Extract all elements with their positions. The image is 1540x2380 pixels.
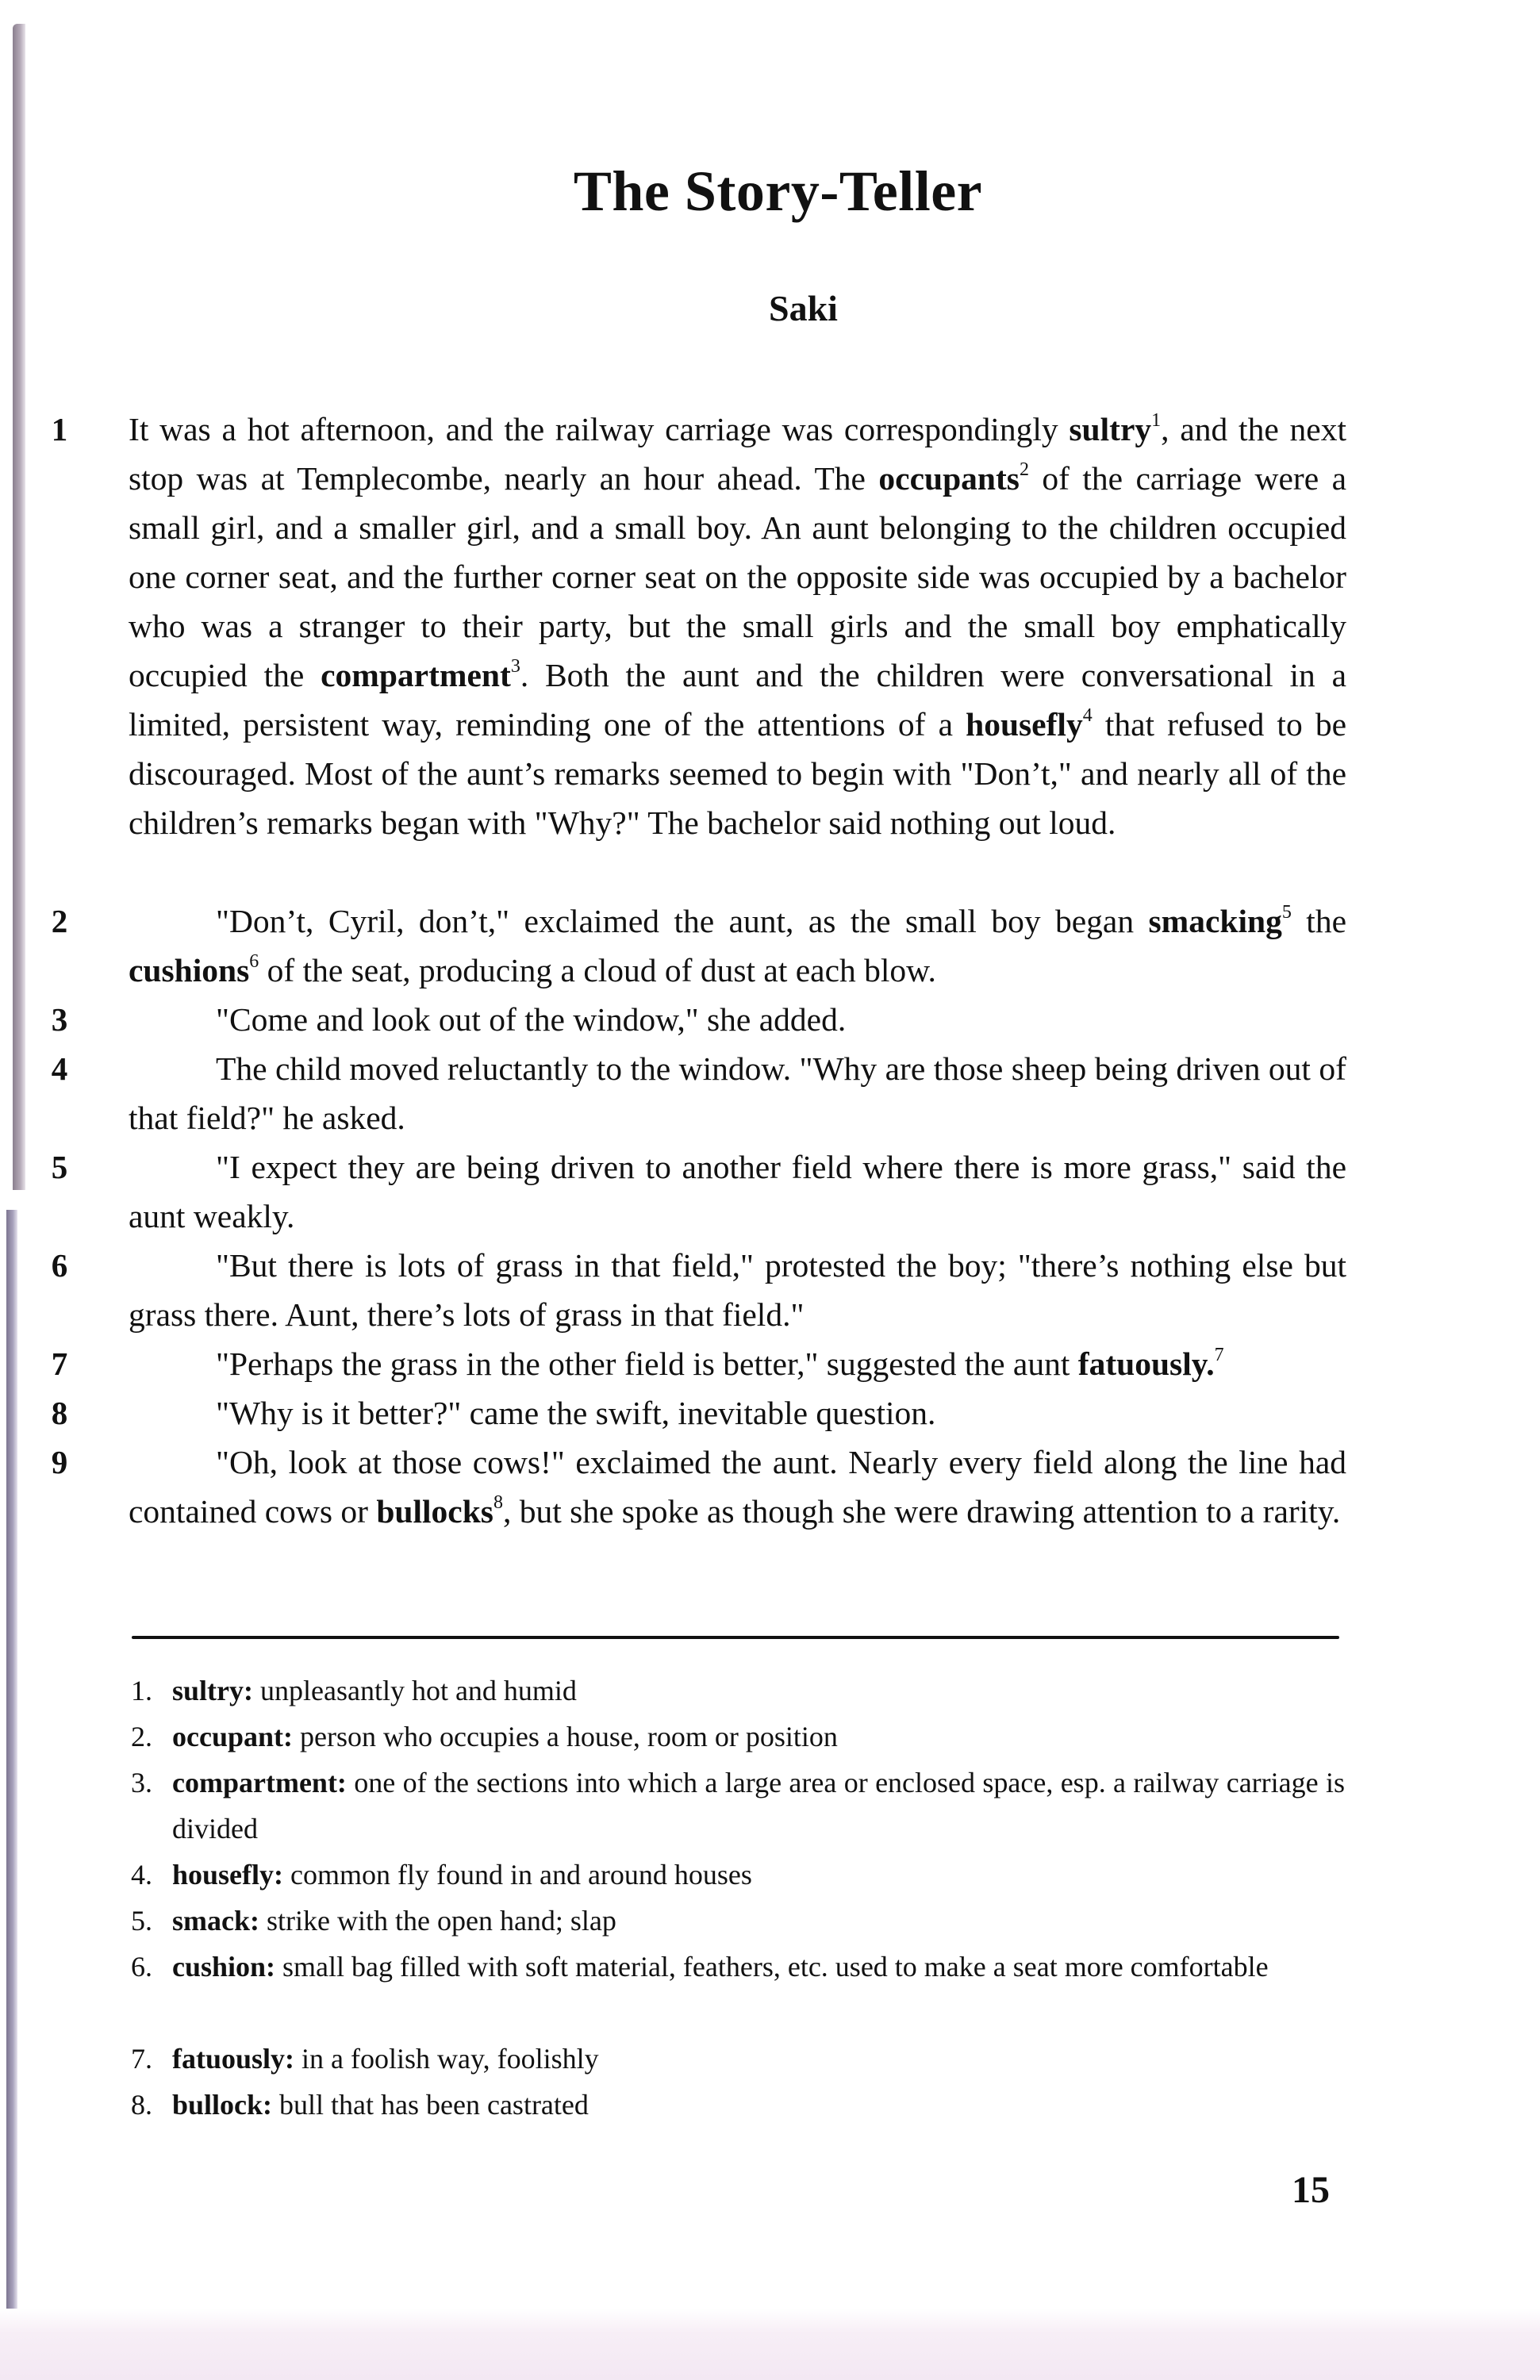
footnote-item [131,2036,1345,2082]
glossary-term: compartment [321,657,511,693]
page-title: The Story-Teller [573,159,983,223]
page-number: 15 [1292,2169,1330,2211]
story-paragraph [129,896,1346,995]
footnote-term: fatuously: [172,2043,295,2075]
paragraph-number: 5 [51,1149,68,1185]
paragraph-text: that refused to be discouraged. Most of the aunt’s remarks seemed to begin with "Don’t," and nearly all of the children’s remarks began with "Why?" The bachelor said nothing out loud. [129,706,1347,841]
story-paragraph [129,1241,1346,1339]
glossary-term: bullocks [376,1493,493,1530]
footnote-reference: 8 [493,1492,503,1513]
paragraph-text: "Don’t, Cyril, don’t," exclaimed the aunt, as the small boy began [216,903,1149,939]
footnote-definition: bull that has been castrated [272,2089,589,2121]
footnote-item [131,2082,1345,2128]
story-paragraph [129,995,1346,1044]
glossary-term: housefly [966,706,1083,743]
footnote-term: housefly: [172,1859,284,1891]
story-paragraph [129,1044,1346,1142]
footnote-item [131,1714,1345,1760]
author-name: Saki [769,288,838,328]
footnote-item [131,1898,1345,1944]
footnote-term: sultry: [172,1675,253,1706]
paragraph-number: 2 [51,903,68,939]
story-paragraph [129,405,1346,847]
footnote-number: 4. [131,1859,152,1891]
story-paragraph [129,1142,1346,1241]
footnote-term: compartment: [172,1767,347,1798]
paragraph-text: "I expect they are being driven to another field where there is more grass," said the aunt weakly. [129,1149,1346,1234]
glossary-term: cushions [129,952,250,988]
paragraph-text: of the carriage were a small girl, and a smaller girl, and a small boy. An aunt belonging to the children occupied one corner seat, and the further corner seat on the opposite side was occupied by a bachelor who was a stranger to their party, but the small girls and the small boy emphatically occupied the [129,460,1346,693]
footnote-divider [132,1636,1339,1639]
footnote-reference: 3 [510,656,520,677]
footnote-reference: 2 [1019,459,1029,480]
paragraph-number: 3 [51,1001,68,1038]
paragraph-text: The child moved reluctantly to the window. "Why are those sheep being driven out of that field?" he asked. [129,1050,1346,1136]
footnote-number: 6. [131,1951,152,1983]
footnote-number: 7. [131,2043,152,2075]
paragraph-text: It was a hot afternoon, and the railway carriage was correspondingly [129,411,1070,447]
page-bottom-shadow [0,2309,1540,2380]
paragraph-text: "But there is lots of grass in that field," protested the boy; "there’s nothing else but grass there. Aunt, there’s lots of grass in that field." [129,1247,1346,1333]
story-paragraph [129,1339,1346,1388]
footnote-reference: 7 [1214,1345,1224,1365]
footnote-reference: 5 [1281,902,1292,923]
paragraph-number: 9 [51,1444,68,1480]
page-binding-shadow-lower [6,1210,17,2380]
footnote-definition: common fly found in and around houses [283,1859,752,1891]
glossary-term: fatuously. [1077,1345,1215,1382]
footnote-term: occupant: [172,1721,293,1752]
paragraph-text: "Perhaps the grass in the other field is better," suggested the aunt [216,1345,1078,1382]
paragraph-text: "Why is it better?" came the swift, inevitable question. [216,1395,936,1431]
footnote-definition: in a foolish way, foolishly [294,2043,599,2075]
paragraph-text: of the seat, producing a cloud of dust at each blow. [259,952,936,988]
footnote-term: bullock: [172,2089,273,2121]
footnote-definition: strike with the open hand; slap [259,1905,616,1937]
footnote-reference: 1 [1151,410,1162,431]
paragraph-text: , and the next stop was at Templecombe, nearly an hour ahead. The [129,411,1346,497]
paragraph-text: . Both the aunt and the children were conversational in a limited, persistent way, reminding one of the attentions of a [129,657,1346,743]
footnote-number: 5. [131,1905,152,1937]
story-paragraph [129,1388,1346,1438]
footnote-number: 1. [131,1675,152,1706]
footnote-item [131,1944,1345,1990]
paragraph-number: 4 [51,1050,68,1087]
paragraph-number: 8 [51,1395,68,1431]
footnote-definition: one of the sections into which a large area or enclosed space, esp. a railway carriage is divided [172,1767,1345,1844]
story-paragraph [129,1438,1346,1536]
footnote-reference: 6 [249,951,259,972]
paragraph-text: "Oh, look at those cows!" exclaimed the aunt. Nearly every field along the line had contained cows or [129,1444,1346,1530]
footnote-term: smack: [172,1905,259,1937]
footnote-reference: 4 [1082,705,1093,726]
footnote-definition: person who occupies a house, room or position [293,1721,838,1752]
paragraph-text: , but she spoke as though she were drawing attention to a rarity. [502,1493,1341,1530]
footnote-item [131,1760,1345,1852]
footnote-item [131,1668,1345,1714]
footnote-number: 8. [131,2089,152,2121]
footnote-number: 2. [131,1721,152,1752]
paragraph-text: "Come and look out of the window," she added. [216,1001,847,1038]
footnote-number: 3. [131,1767,152,1798]
glossary-term: sultry [1069,411,1152,447]
footnote-term: cushion: [172,1951,276,1983]
paragraph-number: 1 [51,411,68,447]
footnote-definition: small bag filled with soft material, feathers, etc. used to make a seat more comfortable [275,1951,1269,1983]
glossary-term: smacking [1148,903,1282,939]
glossary-term: occupants [878,460,1020,497]
footnote-definition: unpleasantly hot and humid [253,1675,577,1706]
paragraph-number: 6 [51,1247,68,1284]
paragraph-number: 7 [51,1345,68,1382]
footnote-item [131,1852,1345,1898]
paragraph-text: the [1291,903,1346,939]
